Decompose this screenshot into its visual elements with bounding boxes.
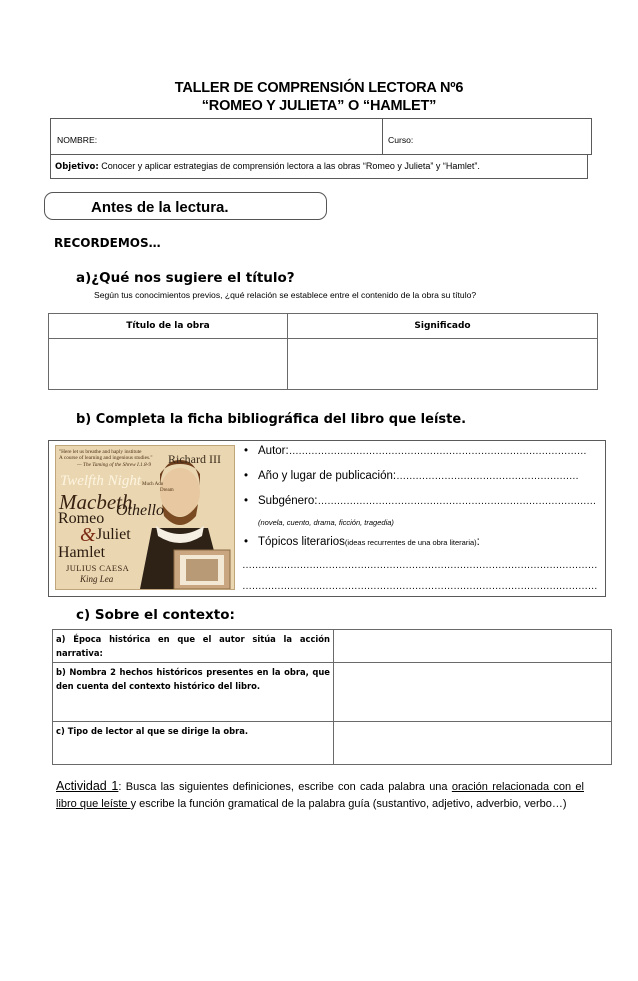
worksheet-title-line1: TALLER DE COMPRENSIÓN LECTORA Nº6 <box>174 80 464 96</box>
cover-caesar: JULIUS CAESA <box>66 563 130 573</box>
before-reading-label: Antes de la lectura. <box>91 199 229 216</box>
book-cover-image <box>55 445 235 590</box>
cover-othello: Othello <box>116 502 164 519</box>
activity-1-text-b: y escribe la función gramatical de la palabra guía (sustantivo, adjetivo, adverbio, verbo…) <box>130 798 567 810</box>
author-field: • Autor:………………………………………………………………………………… <box>244 445 587 457</box>
year-place-label: Año y lugar de publicación: <box>258 470 397 482</box>
section-b-heading: b) Completa la ficha bibliográfica del libro que leíste. <box>76 412 467 427</box>
cover-quote-line1: "Here let us breathe and haply institute <box>59 449 142 455</box>
cover-dream: Dream <box>160 488 174 493</box>
subgenre-blank[interactable]: …………………………………………………………………………… <box>317 496 596 507</box>
subgenre-hint: (novela, cuento, drama, ficción, tragedia) <box>258 518 394 527</box>
section-a-heading: a)¿Qué nos sugiere el título? <box>76 270 295 286</box>
cover-richard: Richard III <box>168 452 221 466</box>
subgenre-field: • Subgénero:…………………………………………………………………………… <box>244 495 596 507</box>
student-info-divider <box>382 119 383 154</box>
cover-hamlet: Hamlet <box>58 544 106 561</box>
cover-quote-line2: A course of learning and ingenious studies." <box>59 455 153 462</box>
author-blank[interactable]: ………………………………………………………………………………… <box>288 446 587 457</box>
before-reading-box <box>44 192 327 220</box>
cover-romeo: Romeo <box>58 510 105 527</box>
cover-macbeth: Macbeth <box>59 490 133 514</box>
name-label: NOMBRE: <box>57 135 98 145</box>
activity-1-label: Actividad 1 <box>56 779 119 793</box>
title-meaning-table <box>48 313 598 390</box>
context-row-reader: c) Tipo de lector al que se dirige la obra. <box>53 722 334 765</box>
worksheet-title-line2: “ROMEO Y JULIETA” O “HAMLET” <box>201 98 437 114</box>
context-answer-period[interactable] <box>334 630 612 663</box>
cover-quote-line3: — The Taming of the Shrew I.1.8-9 <box>77 461 152 468</box>
cover-juliet: Juliet <box>96 526 131 543</box>
title-answer-cell[interactable] <box>49 339 288 390</box>
context-row-events: b) Nombra 2 hechos históricos presentes en la obra, que den cuenta del contexto histórico del libro. <box>53 663 334 722</box>
activity-1-underlined: oración relacionada con el libro que leíste <box>56 781 584 810</box>
objective-label: Objetivo: <box>55 162 99 172</box>
context-row-period: a) Época histórica en que el autor sitúa la acción narrativa: <box>53 630 334 663</box>
author-label: Autor: <box>258 445 289 457</box>
context-answer-events[interactable] <box>334 663 612 722</box>
col-header-title: Título de la obra <box>49 314 288 339</box>
cover-ado: Much Ado <box>142 482 164 487</box>
context-table <box>52 629 612 765</box>
course-label: Curso: <box>388 135 414 145</box>
section-a-instruction: Según tus conocimientos previos, ¿qué relación se establece entre el contenido de la obra su título? <box>94 290 477 300</box>
subgenre-label: Subgénero: <box>258 495 318 507</box>
objective-box <box>50 154 588 179</box>
activity-1-text-a: : Busca las siguientes definiciones, escribe con cada palabra una <box>118 781 452 793</box>
section-c-heading: c) Sobre el contexto: <box>76 607 235 623</box>
remember-heading: RECORDEMOS… <box>54 236 161 250</box>
cover-ampersand: & <box>80 524 96 546</box>
year-place-blank[interactable]: ………………………………………………… <box>396 471 579 482</box>
col-header-meaning: Significado <box>288 314 598 339</box>
topics-answer-line-2[interactable]: ………………………………………………………………………………………………… <box>242 581 598 592</box>
topics-answer-line-1[interactable]: ………………………………………………………………………………………………… <box>242 560 598 571</box>
year-place-field: • Año y lugar de publicación:………………………………………………… <box>244 470 579 482</box>
objective-text: Conocer y aplicar estrategias de comprensión lectora a las obras “Romeo y Julieta” y “Hamlet”. <box>98 161 480 171</box>
literary-topics-colon: : <box>476 536 480 548</box>
literary-topics-field: • Tópicos literarios(ideas recurrentes de una obra literaria): <box>244 536 480 548</box>
literary-topics-hint: (ideas recurrentes de una obra literaria) <box>344 538 477 547</box>
context-answer-reader[interactable] <box>334 722 612 765</box>
student-info-box <box>50 118 592 155</box>
meaning-answer-cell[interactable] <box>288 339 598 390</box>
activity-1-paragraph <box>56 778 584 813</box>
cover-lear: King Lea <box>80 574 114 584</box>
literary-topics-label: Tópicos literarios <box>258 536 345 548</box>
cover-twelfth: Twelfth Night <box>60 473 141 489</box>
